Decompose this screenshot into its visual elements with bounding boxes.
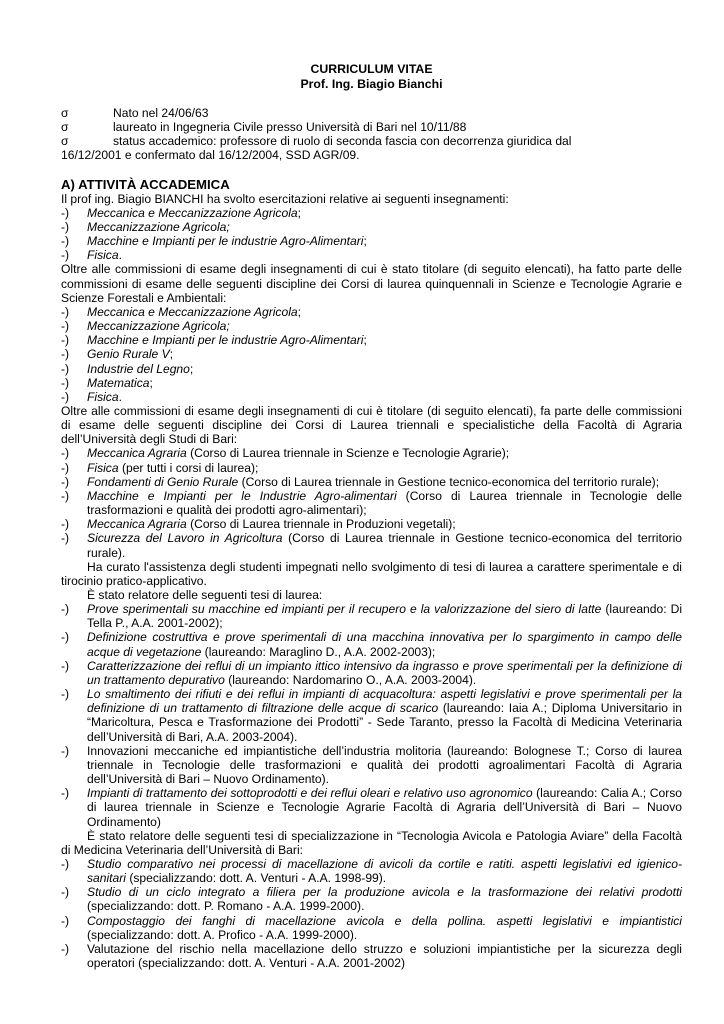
dash-marker: -) [61,531,70,546]
item-detail: Valutazione del rischio nella macellazione dello struzzo e soluzioni impiantistiche per la sicurezza degli operatori (specializzando: dott. A. Venturi - A.A. 2001-2002) [87,941,682,971]
italic-title: Prove sperimentali su macchine ed impianti per il recupero e la valorizzazione del siero di latte [87,602,602,617]
italic-title: Lo smaltimento dei rifiuti e dei reflui in impianti di acquacoltura: aspetti legislativi e prove sperimentali per la definizione di un trattamento di filtrazione delle acque di scarico [87,687,682,716]
dash-marker: -) [61,602,70,617]
list-item-text [87,687,682,744]
list-item-text [87,517,682,531]
item-detail: (Corso di Laurea triennale in Produzioni vegetali); [186,517,456,532]
italic-title: Fondamenti di Genio Rurale [87,474,239,489]
list-item-text [87,744,682,786]
list-item-text [87,333,682,347]
item-detail: . [118,389,122,404]
italic-title: Compostaggio dei fanghi di macellazione avicola e della pollina. aspetti legislativi e impiantistici [87,913,682,928]
dash-marker: -) [61,687,70,702]
personal-info [61,106,682,163]
dash-marker: -) [61,517,70,532]
italic-title: Meccanica e Meccanizzazione Agricola [87,304,298,319]
item-detail: ; [189,361,194,376]
bullet-text: Nato nel 24/06/63 [113,106,209,120]
italic-title: Macchine e Impianti per le industrie Agro-Alimentari [87,333,364,348]
italic-title: Matematica [87,375,150,390]
list-item [61,390,682,404]
dash-marker: -) [61,941,70,956]
italic-title: Meccanica Agraria [87,446,187,461]
list-item [61,248,682,262]
list-item-text [87,362,682,376]
italic-title: Definizione costruttiva e prove sperimentali di una macchina innovativa per lo spargimento in campo delle acque di vegetazione [87,630,682,659]
item-detail: Innovazioni meccaniche ed impiantistiche dell’industria molitoria (laureando: Bolognese T.; Corso di laurea triennale in Tecnologie delle trasformazioni e qualità dei prodotti agroalimentari Facoltà di Agraria dell’Università di Bari – Nuovo Ordinamento). [87,743,682,787]
item-detail: (laureando: Iaia A.; Diploma Universitario in “Maricoltura, Pesca e Trasformazione dei Prodotti” - Sede Taranto, presso la Facoltà di Medicina Veterinaria dell’Università di Bari, A.A. 2003-2004). [87,701,682,744]
list-item [61,885,682,913]
item-detail: (Corso di Laurea triennale in Gestione tecnico-economica del territorio rurale); [238,474,660,489]
sigma-bullet-icon: σ [61,134,69,149]
list-exam-commissions [61,305,682,404]
bullet-text: status accademico: professore di ruolo di seconda fascia con decorrenza giuridica dal [113,134,572,149]
list-item-text [87,248,682,262]
list-item-text [87,220,682,234]
sigma-bullet-icon: σ [61,106,69,120]
paragraph: Oltre alle commissioni di esame degli insegnamenti di cui è stato titolare (di seguito elencati), ha fatto parte delle commissioni di esame delle seguenti discipline dei Corsi di laurea quinquennali in Scienze e Tecnologie Agrarie e Scienze Forestali e Ambientali: [61,262,682,305]
list-item [61,347,682,361]
list-item [61,602,682,630]
dash-marker: -) [61,743,70,758]
item-detail: (laureando: Calia A.; Corso di laurea triennale in Scienze e Tecnologie Agrarie Facoltà di Agraria dell’Università di Bari – Nuovo Ordinamento) [87,786,682,829]
paragraph: Il prof ing. Biagio BIANCHI ha svolto esercitazioni relative ai seguenti insegnamenti: [61,191,509,206]
italic-title: Sicurezza del Lavoro in Agricoltura [87,531,283,546]
list-item [61,234,682,248]
list-item-text [87,489,682,517]
list-item-text [87,857,682,885]
italic-title: Studio di un ciclo integrato a filiera per la produzione avicola e la trasformazione dei relativi prodotti [87,885,682,900]
item-detail: (specializzando: dott. A. Venturi - A.A. 1998-99). [126,871,387,886]
list-item-text [87,206,682,220]
dash-marker: -) [61,234,70,249]
italic-title: Genio Rurale V [87,347,170,362]
italic-title: Industrie del Legno [87,361,190,376]
list-item [61,362,682,376]
bullet-text: laureato in Ingegneria Civile presso Università di Bari nel 10/11/88 [113,120,467,135]
item-detail: (Corso di Laurea triennale in Gestione tecnico-economica del territorio rurale). [87,531,682,560]
list-item [61,305,682,319]
list-item-text [87,234,682,248]
dash-marker: -) [61,361,70,376]
dash-marker: -) [61,488,70,503]
list-item [61,446,682,460]
bullet-continuation: 16/12/2001 e confermato dal 16/12/2004, SSD AGR/09. [61,148,360,163]
list-item [61,630,682,658]
list-item [61,744,682,786]
item-detail: (laureando: Di Tella P., A.A. 2001-2002); [87,602,683,631]
item-detail: (per tutti i corsi di laurea); [118,460,259,475]
dash-marker: -) [61,319,70,334]
list-item [61,461,682,475]
list-item [61,687,682,744]
item-detail: (specializzando: dott. A. Profico - A.A. 1999-2000). [87,927,358,942]
item-detail: (Corso di Laurea triennale in Tecnologie delle trasformazioni e qualità dei prodotti agro-alimentari); [87,488,682,518]
list-specialization-thesis [61,857,682,970]
dash-marker: -) [61,375,70,390]
dash-marker: -) [61,304,70,319]
dash-marker: -) [61,460,70,475]
italic-title: Fisica [87,248,119,263]
italic-title: Fisica [87,389,119,404]
item-detail: (specializzando: dott. P. Romano - A.A. 1999-2000). [87,899,365,914]
dash-marker: -) [61,658,70,673]
list-item-text [87,319,682,333]
item-detail: . [118,248,122,263]
list-item-text [87,305,682,319]
paragraph: È stato relatore delle seguenti tesi di specializzazione in “Tecnologia Avicola e Patologia Aviare” della Facoltà di Medicina Veterinaria dell’Università di Bari: [61,828,682,857]
list-item [61,517,682,531]
dash-marker: -) [61,205,70,220]
list-item-text [87,602,682,630]
list-item-text [87,475,682,489]
list-item [61,531,682,559]
list-teaching [61,206,682,263]
item-detail: ; [363,234,367,249]
list-item-text [87,390,682,404]
sigma-bullet-icon: σ [61,120,69,135]
item-detail: ; [297,304,301,319]
list-item [61,489,682,517]
list-item [61,659,682,687]
list-item-text [87,347,682,361]
paragraph: Ha curato l'assistenza degli studenti impegnati nello svolgimento di tesi di laurea a carattere sperimentale e di tirocinio pratico-applicativo. [61,559,682,588]
paragraph: Oltre alle commissioni di esame degli insegnamenti di cui è titolare (di seguito elencati), fa parte delle commissioni di esame delle seguenti discipline dei Corsi di Laurea triennali e specialistiche della Facoltà di Agraria dell’Università degli Studi di Bari: [61,403,682,447]
dash-marker: -) [61,474,70,489]
dash-marker: -) [61,786,70,801]
list-current-commissions [61,446,682,559]
list-item-text [87,461,682,475]
paragraph: È stato relatore delle seguenti tesi di laurea: [87,588,323,602]
list-item-text [87,914,682,942]
list-item-text [87,885,682,913]
list-item-text [87,659,682,687]
dash-marker: -) [61,219,70,234]
list-item [61,914,682,942]
bullet-item [61,120,682,134]
list-item [61,220,682,234]
list-item [61,857,682,885]
italic-title: Macchine e Impianti per le industrie Agro-Alimentari [87,234,364,249]
italic-title: Fisica [87,460,119,475]
list-item [61,376,682,390]
item-detail: ; [149,375,153,390]
list-item-text [87,942,682,970]
list-item-text [87,531,682,559]
bullet-item [61,106,682,120]
item-detail: (Corso di Laurea triennale in Scienze e Tecnologie Agrarie); [186,446,510,461]
italic-title: Meccanica Agraria [87,517,187,532]
bullet-item [61,134,682,148]
italic-title: Meccanizzazione Agricola; [87,219,230,234]
italic-title: Impianti di trattamento dei sottoprodotti e dei reflui oleari e relativo uso agronomico [87,786,533,801]
document-title: CURRICULUM VITAE [310,62,433,76]
document-subtitle: Prof. Ing. Biagio Bianchi [300,77,443,91]
list-item [61,333,682,347]
list-item [61,942,682,970]
dash-marker: -) [61,446,70,461]
item-detail: ; [363,333,367,348]
list-item [61,319,682,333]
list-item-text [87,446,682,460]
item-detail: (laureando: Nardomarino O., A.A. 2003-2004). [224,672,477,687]
list-thesis [61,602,682,829]
list-item-text [87,786,682,828]
section-heading: A) ATTIVITÀ ACCADEMICA [61,176,230,192]
italic-title: Meccanizzazione Agricola; [87,319,230,334]
italic-title: Caratterizzazione dei reflui di un impianto ittico intensivo da ingrasso e prove sperimentali per la definizione di un trattamento depurativo [87,658,682,687]
list-item-text [87,630,682,658]
dash-marker: -) [61,248,70,263]
dash-marker: -) [61,630,70,645]
item-detail: (laureando: Maraglino D., A.A. 2002-2003); [201,644,436,659]
list-item-text [87,376,682,390]
list-item [61,786,682,828]
dash-marker: -) [61,333,70,348]
item-detail: ; [169,347,174,362]
item-detail: ; [297,205,301,220]
italic-title: Meccanica e Meccanizzazione Agricola [87,205,298,220]
italic-title: Studio comparativo nei processi di macellazione di avicoli da cortile e ratiti. aspetti legislativi ed igienico-sanitari [87,856,682,886]
list-item [61,206,682,220]
list-item [61,475,682,489]
dash-marker: -) [61,856,70,871]
dash-marker: -) [61,389,70,404]
italic-title: Macchine e Impianti per le Industrie Agro-alimentari [87,488,397,503]
dash-marker: -) [61,347,70,362]
dash-marker: -) [61,885,70,900]
dash-marker: -) [61,913,70,928]
